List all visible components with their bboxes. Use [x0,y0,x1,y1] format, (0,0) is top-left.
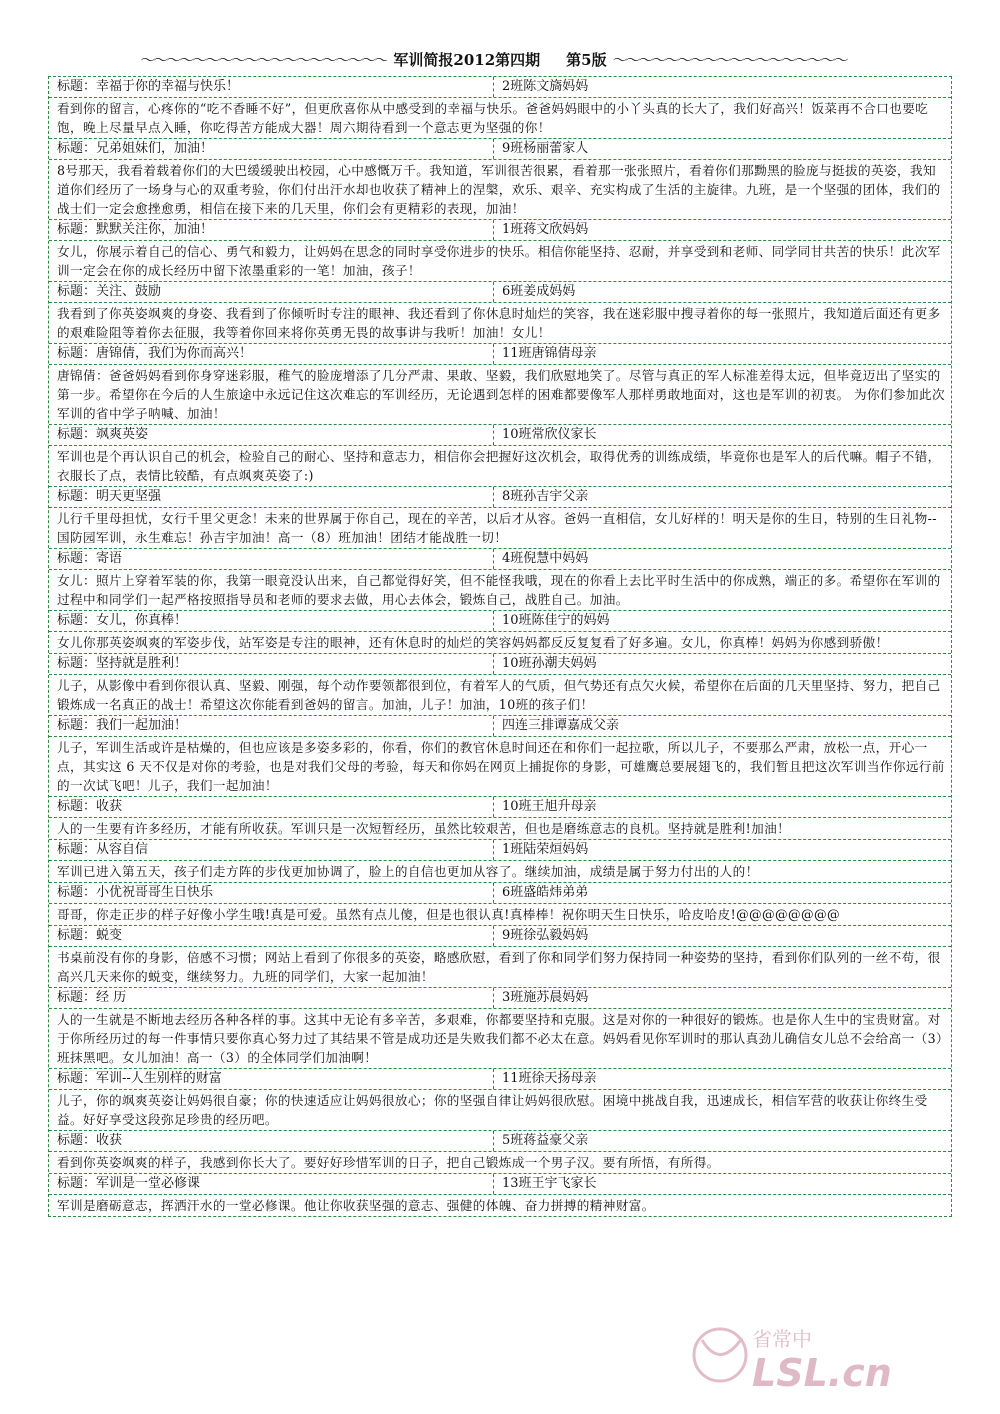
entry-author: 2班陈文旖妈妈 [502,79,589,94]
entry-author: 10班孙潮夫妈妈 [502,656,597,671]
entry-header-row [49,344,951,365]
message-entry [49,840,951,883]
entry-title: 标题：默默关注你，加油！ [49,220,494,240]
newsletter-title: 军训简报2012第四期 [393,50,541,69]
message-entry [49,716,951,797]
watermark-logo [680,1310,940,1410]
header-tilde-right: ～～～～～～～～～～～～～～～～～～ [612,50,847,69]
entry-body: 儿子，从影像中看到你很认真、坚毅、刚强，每个动作要领都很到位，有着军人的气质，但气势还有点欠火候，希望你在后面的几天里坚持、努力，把自己锻炼成一名真正的战士！希望这次你能看到爸妈的留言。加油，儿子！加油，10班的孩子们！ [49,675,951,716]
message-entry [49,797,951,840]
entry-body: 儿行千里母担忧，女行千里父更念！未来的世界属于你自己，现在的辛苦，以后才从容。爸妈一直相信，女儿好样的！明天是你的生日，特别的生日礼物--国防园军训，永生难忘！孙吉宇加油！高一（8）班加油！团结才能战胜一切！ [49,508,951,549]
entry-author: 6班盛皓炜弟弟 [502,885,589,900]
message-entry [49,139,951,220]
entry-header-row [49,139,951,160]
entry-title: 标题：飒爽英姿 [49,425,494,445]
entry-body: 人的一生要有许多经历，才能有所收获。军训只是一次短暂经历，虽然比较艰苦，但也是磨练意志的良机。坚持就是胜利!加油！ [49,818,951,840]
entry-title: 标题：关注、鼓励 [49,282,494,302]
entry-author: 四连三排谭嘉成父亲 [502,718,620,733]
entry-body: 人的一生就是不断地去经历各种各样的事。这其中无论有多辛苦，多艰难，你都要坚持和克服。这是对你的一种很好的锻炼。也是你人生中的宝贵财富。对于你所经历过的每一件事情只要你真心努力过了其结果不管是成功还是失败我们都不必太在意。妈妈看见你军训时的那认真劲儿确信女儿总不会给高一（3）班抹黑吧。女儿加油！高一（3）的全体同学们加油啊！ [49,1009,951,1069]
entry-author: 10班王旭升母亲 [502,799,597,814]
entry-title: 标题：唐锦倩，我们为你而高兴！ [49,344,494,364]
entry-title: 标题：收获 [49,797,494,817]
entry-author: 3班施苏晨妈妈 [502,990,589,1005]
message-entry [49,425,951,487]
entry-header-row [49,883,951,904]
entry-title: 标题：幸福于你的幸福与快乐！ [49,77,494,97]
entry-body: 女儿：照片上穿着军装的你，我第一眼竟没认出来，自己都觉得好笑，但不能怪我哦，现在的你看上去比平时生活中的你成熟，端正的多。希望你在军训的过程中和同学们一起严格按照指导员和老师的要求去做，用心去体会，锻炼自己，战胜自己。加油。 [49,570,951,611]
edition-label: 第5版 [566,50,607,69]
entry-author: 6班姜成妈妈 [502,284,576,299]
message-entry [49,611,951,654]
entry-title: 标题：经 历 [49,988,494,1008]
entry-body: 书桌前没有你的身影，倍感不习惯；网站上看到了你很多的英姿，略感欣慰，看到了你和同学们努力保持同一种姿势的坚持，看到你们队列的一丝不苟，很高兴几天来你的蜕变，继续努力。九班的同学们，大家一起加油！ [49,947,951,988]
entry-header-row [49,77,951,98]
entry-title: 标题：我们一起加油！ [49,716,494,736]
entry-author: 5班蒋益豪父亲 [502,1133,589,1148]
entry-body: 哥哥，你走正步的样子好像小学生哦!真是可爱。虽然有点儿傻，但是也很认真!真棒棒！祝你明天生日快乐，哈皮哈皮!@@@@@@@@ [49,904,951,926]
page-header [48,48,952,70]
message-entry [49,988,951,1069]
entry-author: 9班杨丽蕾家人 [502,141,589,156]
entry-body: 看到你的留言，心疼你的“吃不香睡不好”，但更欣喜你从中感受到的幸福与快乐。爸爸妈妈眼中的小丫头真的长大了，我们好高兴！饭菜再不合口也要吃饱，晚上尽量早点入睡，你吃得苦方能成大器！周六期待看到一个意志更为坚强的你！ [49,98,951,139]
entry-author: 4班倪慧中妈妈 [502,551,589,566]
message-entry [49,220,951,282]
message-entry [49,77,951,139]
entry-header-row [49,840,951,861]
entry-body: 军训已进入第五天，孩子们走方阵的步伐更加协调了，脸上的自信也更加从容了。继续加油，成绩是属于努力付出的人的！ [49,861,951,883]
message-entry [49,344,951,425]
entry-body: 唐锦倩：爸爸妈妈看到你身穿迷彩服，稚气的脸庞增添了几分严肃、果敢、坚毅，我们欣慰地笑了。尽管与真正的军人标准差得太远，但毕竟迈出了坚实的第一步。希望你在今后的人生旅途中永远记住这次难忘的军训经历，无论遇到怎样的困难都要像军人那样勇敢地面对，这也是军训的初衷。 为你们参加此次军训的省中学子呐喊、加油！ [49,365,951,425]
entry-header-row [49,988,951,1009]
entry-body: 军训也是个再认识自己的机会，检验自己的耐心、坚持和意志力，相信你会把握好这次机会，取得优秀的训练成绩，毕竟你也是军人的后代嘛。帽子不错，衣服长了点，表情比较酷，有点飒爽英姿了:) [49,446,951,487]
message-entry [49,654,951,716]
entry-body: 看到你英姿飒爽的样子，我感到你长大了。要好好珍惜军训的日子，把自己锻炼成一个男子汉。要有所悟，有所得。 [49,1152,951,1174]
entry-author: 10班常欣仪家长 [502,427,597,442]
entry-body: 儿子，军训生活或许是枯燥的，但也应该是多姿多彩的，你看，你们的教官休息时间还在和你们一起拉歌，所以儿子，不要那么严肃，放松一点，开心一点，其实这 6 天不仅是对你的考验，也是对我们父母的考验，每天和你妈在网页上捕捉你的身影，可雄鹰总要展翅飞的，我们暂且把这次军训当作你远行前的一次试飞吧！儿子，我们一起加油！ [49,737,951,797]
entry-author: 1班陆荣烜妈妈 [502,842,589,857]
entry-header-row [49,487,951,508]
message-entry [49,926,951,988]
entry-body: 女儿你那英姿飒爽的军姿步伐，站军姿是专注的眼神，还有休息时的灿烂的笑容妈妈都反反复复看了好多遍。女儿，你真棒！妈妈为你感到骄傲！ [49,632,951,654]
entry-title: 标题：蜕变 [49,926,494,946]
entry-author: 11班唐锦倩母亲 [502,346,597,361]
entry-author: 13班王宇飞家长 [502,1176,597,1191]
entry-title: 标题：女儿，你真棒！ [49,611,494,631]
entry-title: 标题：军训是一堂必修课 [49,1174,494,1194]
entry-header-row [49,797,951,818]
entry-header-row [49,926,951,947]
entry-title: 标题：寄语 [49,549,494,569]
entry-body: 女儿，你展示着自己的信心、勇气和毅力，让妈妈在思念的同时享受你进步的快乐。相信你能坚持、忍耐，并享受到和老师、同学同甘共苦的快乐！此次军训一定会在你的成长经历中留下浓墨重彩的一笔！加油，孩子！ [49,241,951,282]
entry-header-row [49,549,951,570]
message-entry [49,883,951,926]
message-entry [49,1174,951,1216]
watermark-text-url: LSL.cn [752,1351,892,1395]
entry-title: 标题：坚持就是胜利！ [49,654,494,674]
entry-title: 标题：明天更坚强 [49,487,494,507]
entry-title: 标题：小优祝哥哥生日快乐 [49,883,494,903]
watermark-text-cn: 省常中 [752,1327,812,1351]
header-tilde-left: ～～～～～～～～～～～～～～～～～～～ [140,50,388,69]
entry-author: 1班蒋文欣妈妈 [502,222,589,237]
entry-author: 8班孙吉宇父亲 [502,489,589,504]
entry-header-row [49,654,951,675]
entry-author: 11班徐天扬母亲 [502,1071,597,1086]
entry-title: 标题：收获 [49,1131,494,1151]
entry-body: 军训是磨砺意志，挥洒汗水的一堂必修课。他让你收获坚强的意志、强健的体魄、奋力拼搏的精神财富。 [57,1198,655,1213]
message-entry [49,1069,951,1131]
entry-author: 10班陈佳宁的妈妈 [502,613,610,628]
entry-body: 我看到了你英姿飒爽的身姿、我看到了你倾听时专注的眼神、我还看到了你休息时灿烂的笑容，我在迷彩服中搜寻着你的每一张照片，我知道后面还有更多的艰难险阻等着你去征服，我等着你回来将你英勇无畏的故事讲与我听！加油！女儿！ [49,303,951,344]
entry-header-row [49,716,951,737]
entry-title: 标题：从容自信 [49,840,494,860]
entry-title: 标题：兄弟姐妹们，加油！ [49,139,494,159]
entry-author: 9班徐弘毅妈妈 [502,928,589,943]
entry-body: 儿子，你的飒爽英姿让妈妈很自豪；你的快速适应让妈妈很放心；你的坚强自律让妈妈很欣慰。困境中挑战自我，迅速成长，相信军营的收获让你终生受益。好好享受这段弥足珍贵的经历吧。 [49,1090,951,1131]
entry-title: 标题：军训--人生别样的财富 [49,1069,494,1089]
message-entry [49,282,951,344]
entry-header-row [49,220,951,241]
entry-header-row [49,425,951,446]
entry-header-row [49,1069,951,1090]
entry-header-row [49,611,951,632]
message-entry [49,549,951,611]
message-entry [49,487,951,549]
entry-body: 8号那天，我看着载着你们的大巴缓缓驶出校园，心中感慨万千。我知道，军训很苦很累，看着那一张张照片，看着你们那黝黑的脸庞与挺拔的英姿，我知道你们经历了一场身与心的双重考验，你们付出汗水却也收获了精神上的涅槃，欢乐、艰辛、充实构成了生活的主旋律。九班，是一个坚强的团体，我们的战士们一定会愈挫愈勇，相信在接下来的几天里，你们会有更精彩的表现，加油！ [49,160,951,220]
entry-header-row [49,282,951,303]
entry-header-row [49,1131,951,1152]
message-entry [49,1131,951,1174]
message-table [48,76,952,1217]
entry-header-row [49,1174,951,1195]
